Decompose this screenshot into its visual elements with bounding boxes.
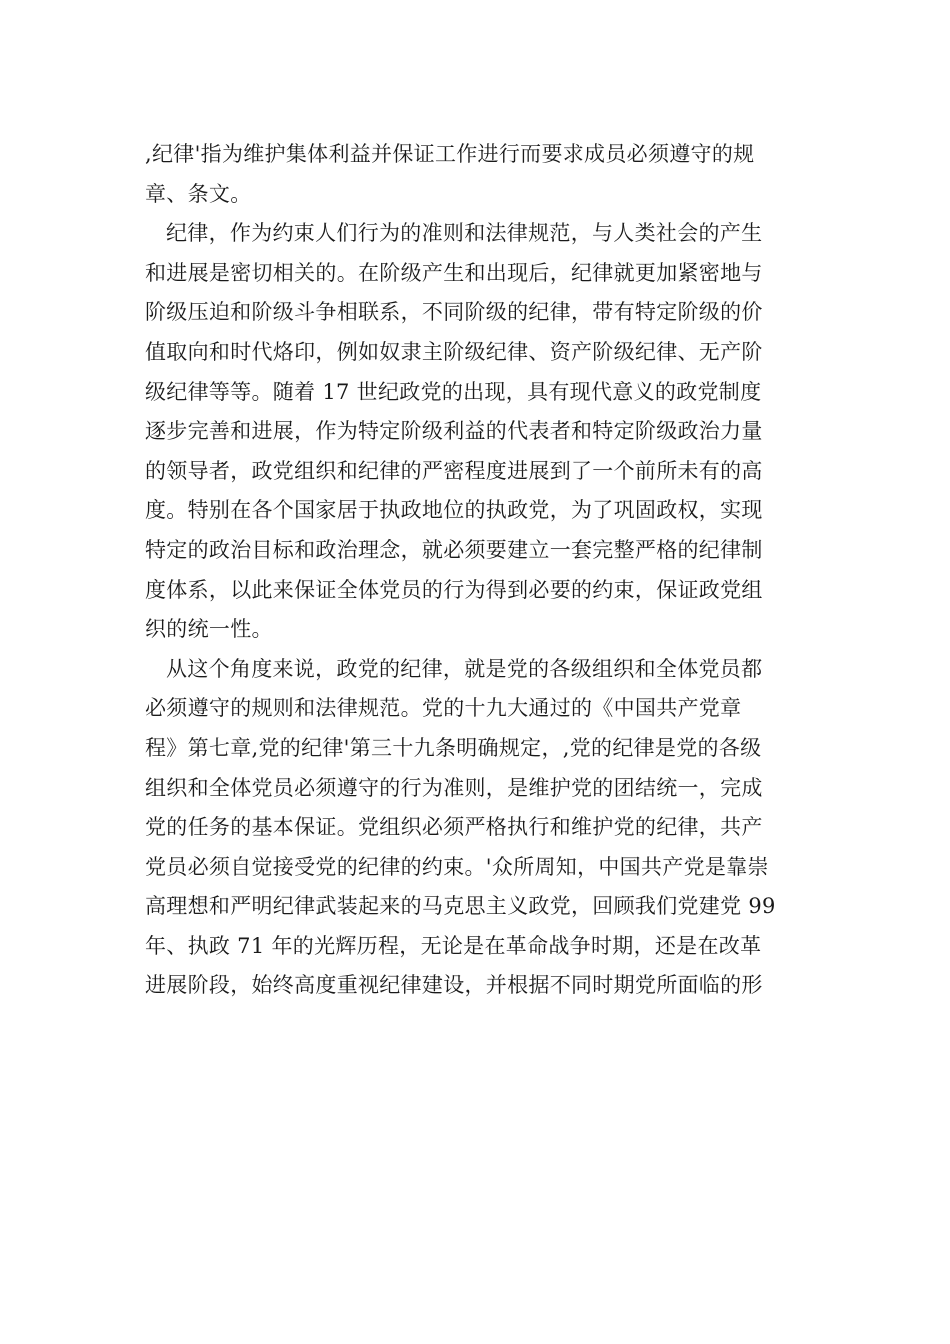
- text-line: 逐步完善和进展，作为特定阶级利益的代表者和特定阶级政治力量: [145, 419, 763, 444]
- text-line: 度。特别在各个国家居于执政地位的执政党，为了巩固政权，实现: [145, 498, 763, 523]
- text-line: 度体系，以此来保证全体党员的行为得到必要的约束，保证政党组: [145, 577, 763, 602]
- text-line: 特定的政治目标和政治理念，就必须要建立一套完整严格的纪律制: [145, 537, 763, 562]
- text-line: 级纪律等等。随着 17 世纪政党的出现，具有现代意义的政党制度: [145, 379, 762, 404]
- text-line: 进展阶段，始终高度重视纪律建设，并根据不同时期党所面临的形: [145, 973, 763, 998]
- text-line: 织的统一性。: [145, 617, 273, 642]
- text-line: 年、执政 71 年的光辉历程，无论是在革命战争时期，还是在改革: [145, 933, 762, 958]
- text-line: 章、条文。: [145, 181, 252, 206]
- text-line: 必须遵守的规则和法律规范。党的十九大通过的《中国共产党章: [145, 696, 742, 721]
- paragraph-first-line: 从这个角度来说，政党的纪律，就是党的各级组织和全体党员都: [166, 656, 763, 681]
- text-line: 程》第七章,党的纪律'第三十九条明确规定，,党的纪律是党的各级: [145, 735, 762, 760]
- text-line: 值取向和时代烙印，例如奴隶主阶级纪律、资产阶级纪律、无产阶: [145, 339, 763, 364]
- text-line: ,纪律'指为维护集体利益并保证工作进行而要求成员必须遵守的规: [145, 142, 755, 166]
- body-text: [145, 135, 815, 1006]
- text-line: 阶级压迫和阶级斗争相联系，不同阶级的纪律，带有特定阶级的价: [145, 300, 763, 325]
- text-line: 党员必须自觉接受党的纪律的约束。'众所周知，中国共产党是靠崇: [145, 854, 769, 879]
- text-line: 组织和全体党员必须遵守的行为准则，是维护党的团结统一，完成: [145, 775, 763, 800]
- text-line: 党的任务的基本保证。党组织必须严格执行和维护党的纪律，共产: [145, 815, 763, 840]
- text-line: 高理想和严明纪律武装起来的马克思主义政党，回顾我们党建党 99: [145, 894, 776, 919]
- paragraph-first-line: 纪律，作为约束人们行为的准则和法律规范，与人类社会的产生: [166, 221, 763, 246]
- text-line: 和进展是密切相关的。在阶级产生和出现后，纪律就更加紧密地与: [145, 260, 763, 285]
- text-line: 的领导者，政党组织和纪律的严密程度进展到了一个前所未有的高: [145, 458, 763, 483]
